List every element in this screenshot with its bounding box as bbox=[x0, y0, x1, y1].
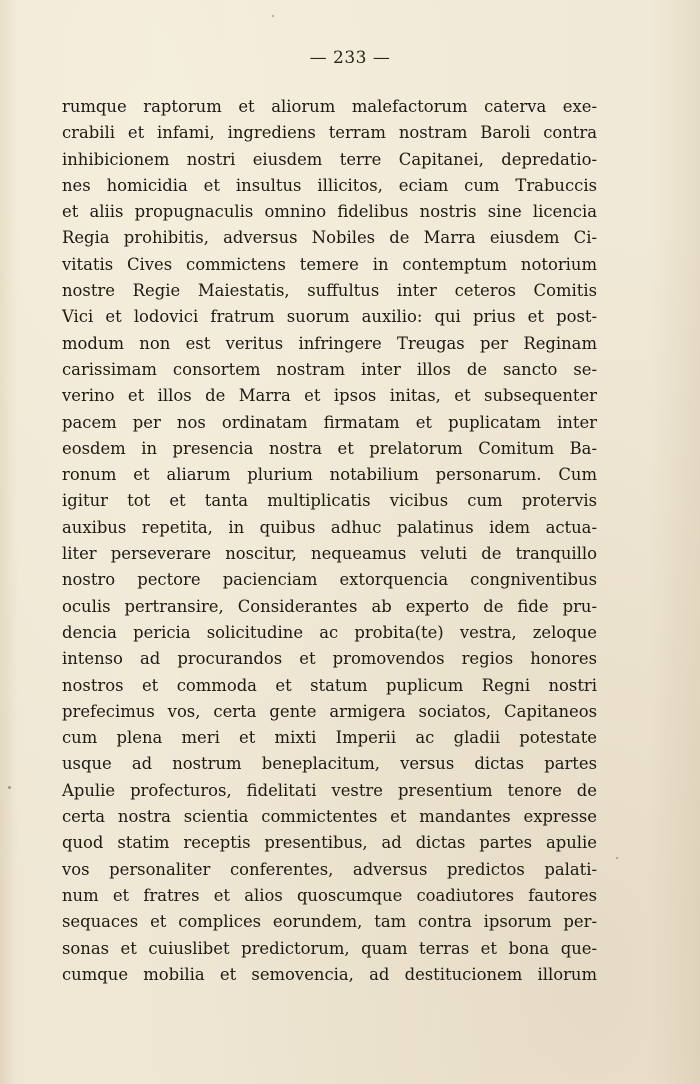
text-line: cumque mobilia et semovencia, ad destitucionem illorum bbox=[62, 964, 597, 984]
text-line: modum non est veritus infringere Treugas per Reginam bbox=[62, 333, 597, 353]
text-line: igitur tot et tanta multiplicatis vicibus cum protervis bbox=[62, 491, 597, 511]
paper-speck bbox=[616, 857, 618, 859]
text-line: auxibus repetita, in quibus adhuc palatinus idem actua- bbox=[62, 517, 597, 537]
paper-speck bbox=[8, 786, 11, 789]
text-line: pacem per nos ordinatam firmatam et puplicatam inter bbox=[62, 412, 597, 432]
body-text bbox=[62, 94, 597, 988]
text-line: carissimam consortem nostram inter illos de sancto se- bbox=[62, 359, 597, 379]
text-line: prefecimus vos, certa gente armigera sociatos, Capitaneos bbox=[62, 701, 597, 721]
text-line: vos personaliter conferentes, adversus predictos palati- bbox=[62, 859, 597, 879]
text-line: cum plena meri et mixti Imperii ac gladii potestate bbox=[62, 728, 597, 748]
page-number: — 233 — bbox=[309, 48, 391, 68]
text-line: sequaces et complices eorundem, tam contra ipsorum per- bbox=[62, 912, 597, 932]
text-line: nes homicidia et insultus illicitos, eciam cum Trabuccis bbox=[62, 175, 597, 195]
text-line: crabili et infami, ingrediens terram nostram Baroli contra bbox=[62, 123, 597, 143]
text-line: liter perseverare noscitur, nequeamus veluti de tranquillo bbox=[62, 544, 597, 564]
paper-speck bbox=[272, 15, 274, 17]
text-line: sonas et cuiuslibet predictorum, quam terras et bona que- bbox=[62, 938, 597, 958]
text-line: inhibicionem nostri eiusdem terre Capitanei, depredatio- bbox=[62, 149, 597, 169]
text-line: Regia prohibitis, adversus Nobiles de Marra eiusdem Ci- bbox=[62, 228, 597, 248]
text-line: Vici et lodovici fratrum suorum auxilio: qui prius et post- bbox=[62, 307, 597, 327]
text-line: nostro pectore pacienciam extorquencia congniventibus bbox=[62, 570, 597, 590]
text-line: oculis pertransire, Considerantes ab experto de fide pru- bbox=[62, 596, 597, 616]
text-line: et aliis propugnaculis omnino fidelibus nostris sine licencia bbox=[62, 202, 597, 222]
text-line: ronum et aliarum plurium notabilium personarum. Cum bbox=[62, 465, 597, 485]
text-line: num et fratres et alios quoscumque coadiutores fautores bbox=[62, 885, 597, 905]
text-line: usque ad nostrum beneplacitum, versus dictas partes bbox=[62, 754, 597, 774]
text-line: certa nostra scientia commictentes et mandantes expresse bbox=[62, 807, 597, 827]
text-line: verino et illos de Marra et ipsos initas, et subsequenter bbox=[62, 386, 597, 406]
text-line: eosdem in presencia nostra et prelatorum Comitum Ba- bbox=[62, 438, 597, 458]
text-line: nostros et commoda et statum puplicum Regni nostri bbox=[62, 675, 597, 695]
text-line: nostre Regie Maiestatis, suffultus inter ceteros Comitis bbox=[62, 281, 597, 301]
text-line: intenso ad procurandos et promovendos regios honores bbox=[62, 649, 597, 669]
text-line: quod statim receptis presentibus, ad dictas partes apulie bbox=[62, 833, 597, 853]
text-line: dencia pericia solicitudine ac probita(te) vestra, zeloque bbox=[62, 622, 597, 642]
text-line: rumque raptorum et aliorum malefactorum caterva exe- bbox=[62, 97, 597, 116]
text-line: vitatis Cives commictens temere in contemptum notorium bbox=[62, 254, 597, 274]
text-line: Apulie profecturos, fidelitati vestre presentium tenore de bbox=[62, 780, 597, 800]
